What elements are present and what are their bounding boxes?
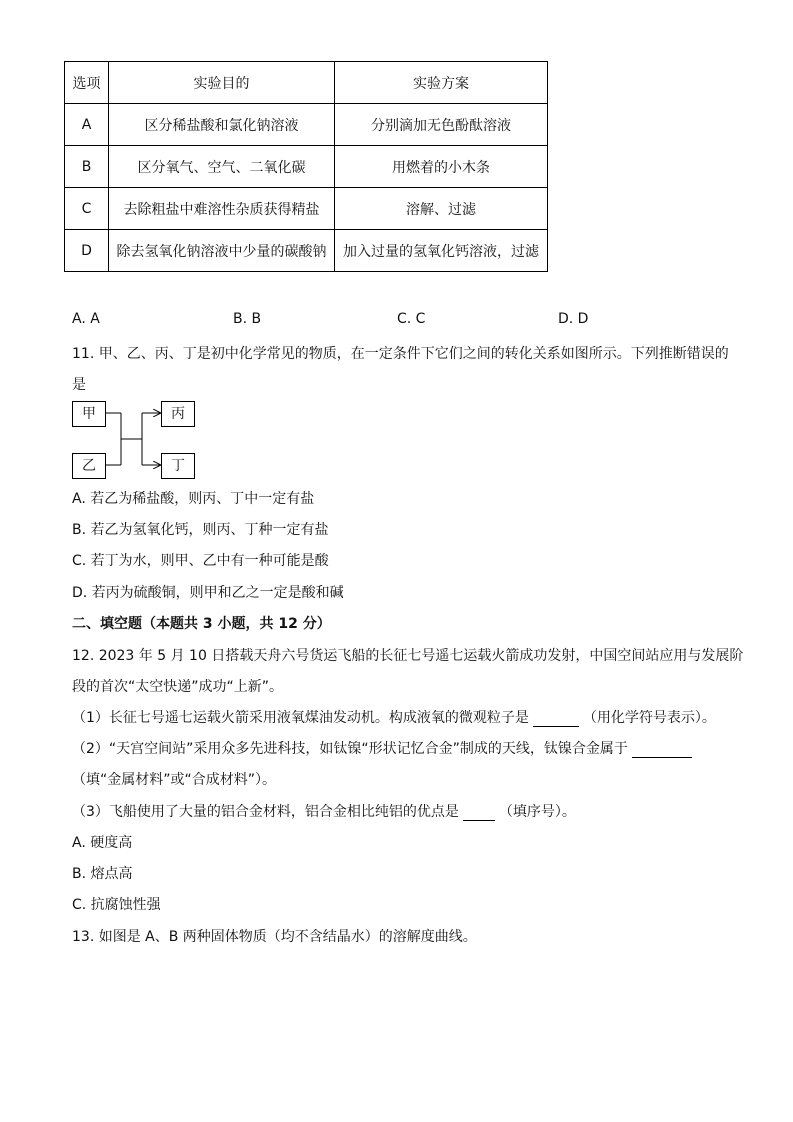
answer-blank[interactable] [533, 712, 579, 727]
q12-part1-text: （1）长征七号遥七运载火箭采用液氧煤油发动机。构成液氧的微观粒子是 [72, 710, 529, 726]
box-jia: 甲 [72, 401, 106, 427]
q12-stem-line1: 12. 2023 年 5 月 10 日搭载天舟六号货运飞船的长征七号遥七运载火箭成功发射，中国空间站应用与发展阶 [72, 648, 744, 664]
q11-option-b: B. 若乙为氢氧化钙，则丙、丁种一定有盐 [72, 522, 329, 538]
table-row [65, 146, 548, 188]
table-cell: 用燃着的小木条 [335, 146, 548, 188]
q12-part3-text: （3）飞船使用了大量的铝合金材料，铝合金相比纯铝的优点是 [72, 804, 459, 820]
table-header-cell: 实验方案 [335, 62, 548, 104]
table-row [65, 188, 548, 230]
table-cell: C [65, 188, 109, 230]
table-cell: 溶解、过滤 [335, 188, 548, 230]
table-cell: A [65, 104, 109, 146]
q11-option-c: C. 若丁为水，则甲、乙中有一种可能是酸 [72, 553, 329, 569]
table-cell: 去除粗盐中难溶性杂质获得精盐 [109, 188, 335, 230]
table-cell: 分别滴加无色酚酞溶液 [335, 104, 548, 146]
q11-option-a: A. 若乙为稀盐酸，则丙、丁中一定有盐 [72, 491, 315, 507]
table-cell: 区分稀盐酸和氯化钠溶液 [109, 104, 335, 146]
table-row [65, 230, 548, 272]
experiment-table [64, 61, 548, 272]
q12-option-c: C. 抗腐蚀性强 [72, 897, 161, 913]
q12-part2-text: （2）“天宫空间站”采用众多先进科技，如钛镍“形状记忆合金”制成的天线，钛镍合金属于 [72, 741, 628, 757]
q12-part2 [72, 738, 696, 758]
table-cell: D [65, 230, 109, 272]
q10-option-a: A. A [72, 311, 100, 327]
q12-part3 [72, 801, 576, 821]
q11-option-d: D. 若丙为硫酸铜，则甲和乙之一定是酸和碱 [72, 585, 344, 601]
table-cell: 加入过量的氢氧化钙溶液，过滤 [335, 230, 548, 272]
q12-part3-suffix: （填序号）。 [498, 804, 576, 820]
q10-option-d: D. D [558, 311, 589, 327]
section-title: 二、填空题（本题共 3 小题，共 12 分） [72, 616, 331, 632]
box-bing: 丙 [161, 401, 195, 427]
table-row [65, 104, 548, 146]
q13-stem: 13. 如图是 A、B 两种固体物质（均不含结晶水）的溶解度曲线。 [72, 929, 477, 945]
box-yi: 乙 [72, 453, 106, 479]
q12-part1 [72, 707, 716, 727]
q10-option-b: B. B [233, 311, 262, 327]
table-cell: 区分氧气、空气、二氧化碳 [109, 146, 335, 188]
table-cell: B [65, 146, 109, 188]
q12-part1-suffix: （用化学符号表示）。 [582, 710, 716, 726]
table-cell: 除去氢氧化钠溶液中少量的碳酸钠 [109, 230, 335, 272]
box-ding: 丁 [161, 453, 195, 479]
q12-stem-line2: 段的首次“太空快递”成功“上新”。 [72, 679, 284, 695]
answer-blank[interactable] [463, 806, 495, 821]
q11-diagram [72, 400, 197, 480]
q11-stem-line1: 11. 甲、乙、丙、丁是初中化学常见的物质，在一定条件下它们之间的转化关系如图所示。下列推断错误的 [72, 346, 729, 362]
table-header-cell: 实验目的 [109, 62, 335, 104]
table-header-row [65, 62, 548, 104]
q11-stem-line2: 是 [72, 377, 86, 393]
answer-blank[interactable] [632, 743, 692, 758]
q10-option-c: C. C [397, 311, 426, 327]
q12-part2-line2: （填“金属材料”或“合成材料”）。 [72, 772, 277, 788]
q12-option-a: A. 硬度高 [72, 835, 133, 851]
table-header-cell: 选项 [65, 62, 109, 104]
q12-option-b: B. 熔点高 [72, 866, 133, 882]
